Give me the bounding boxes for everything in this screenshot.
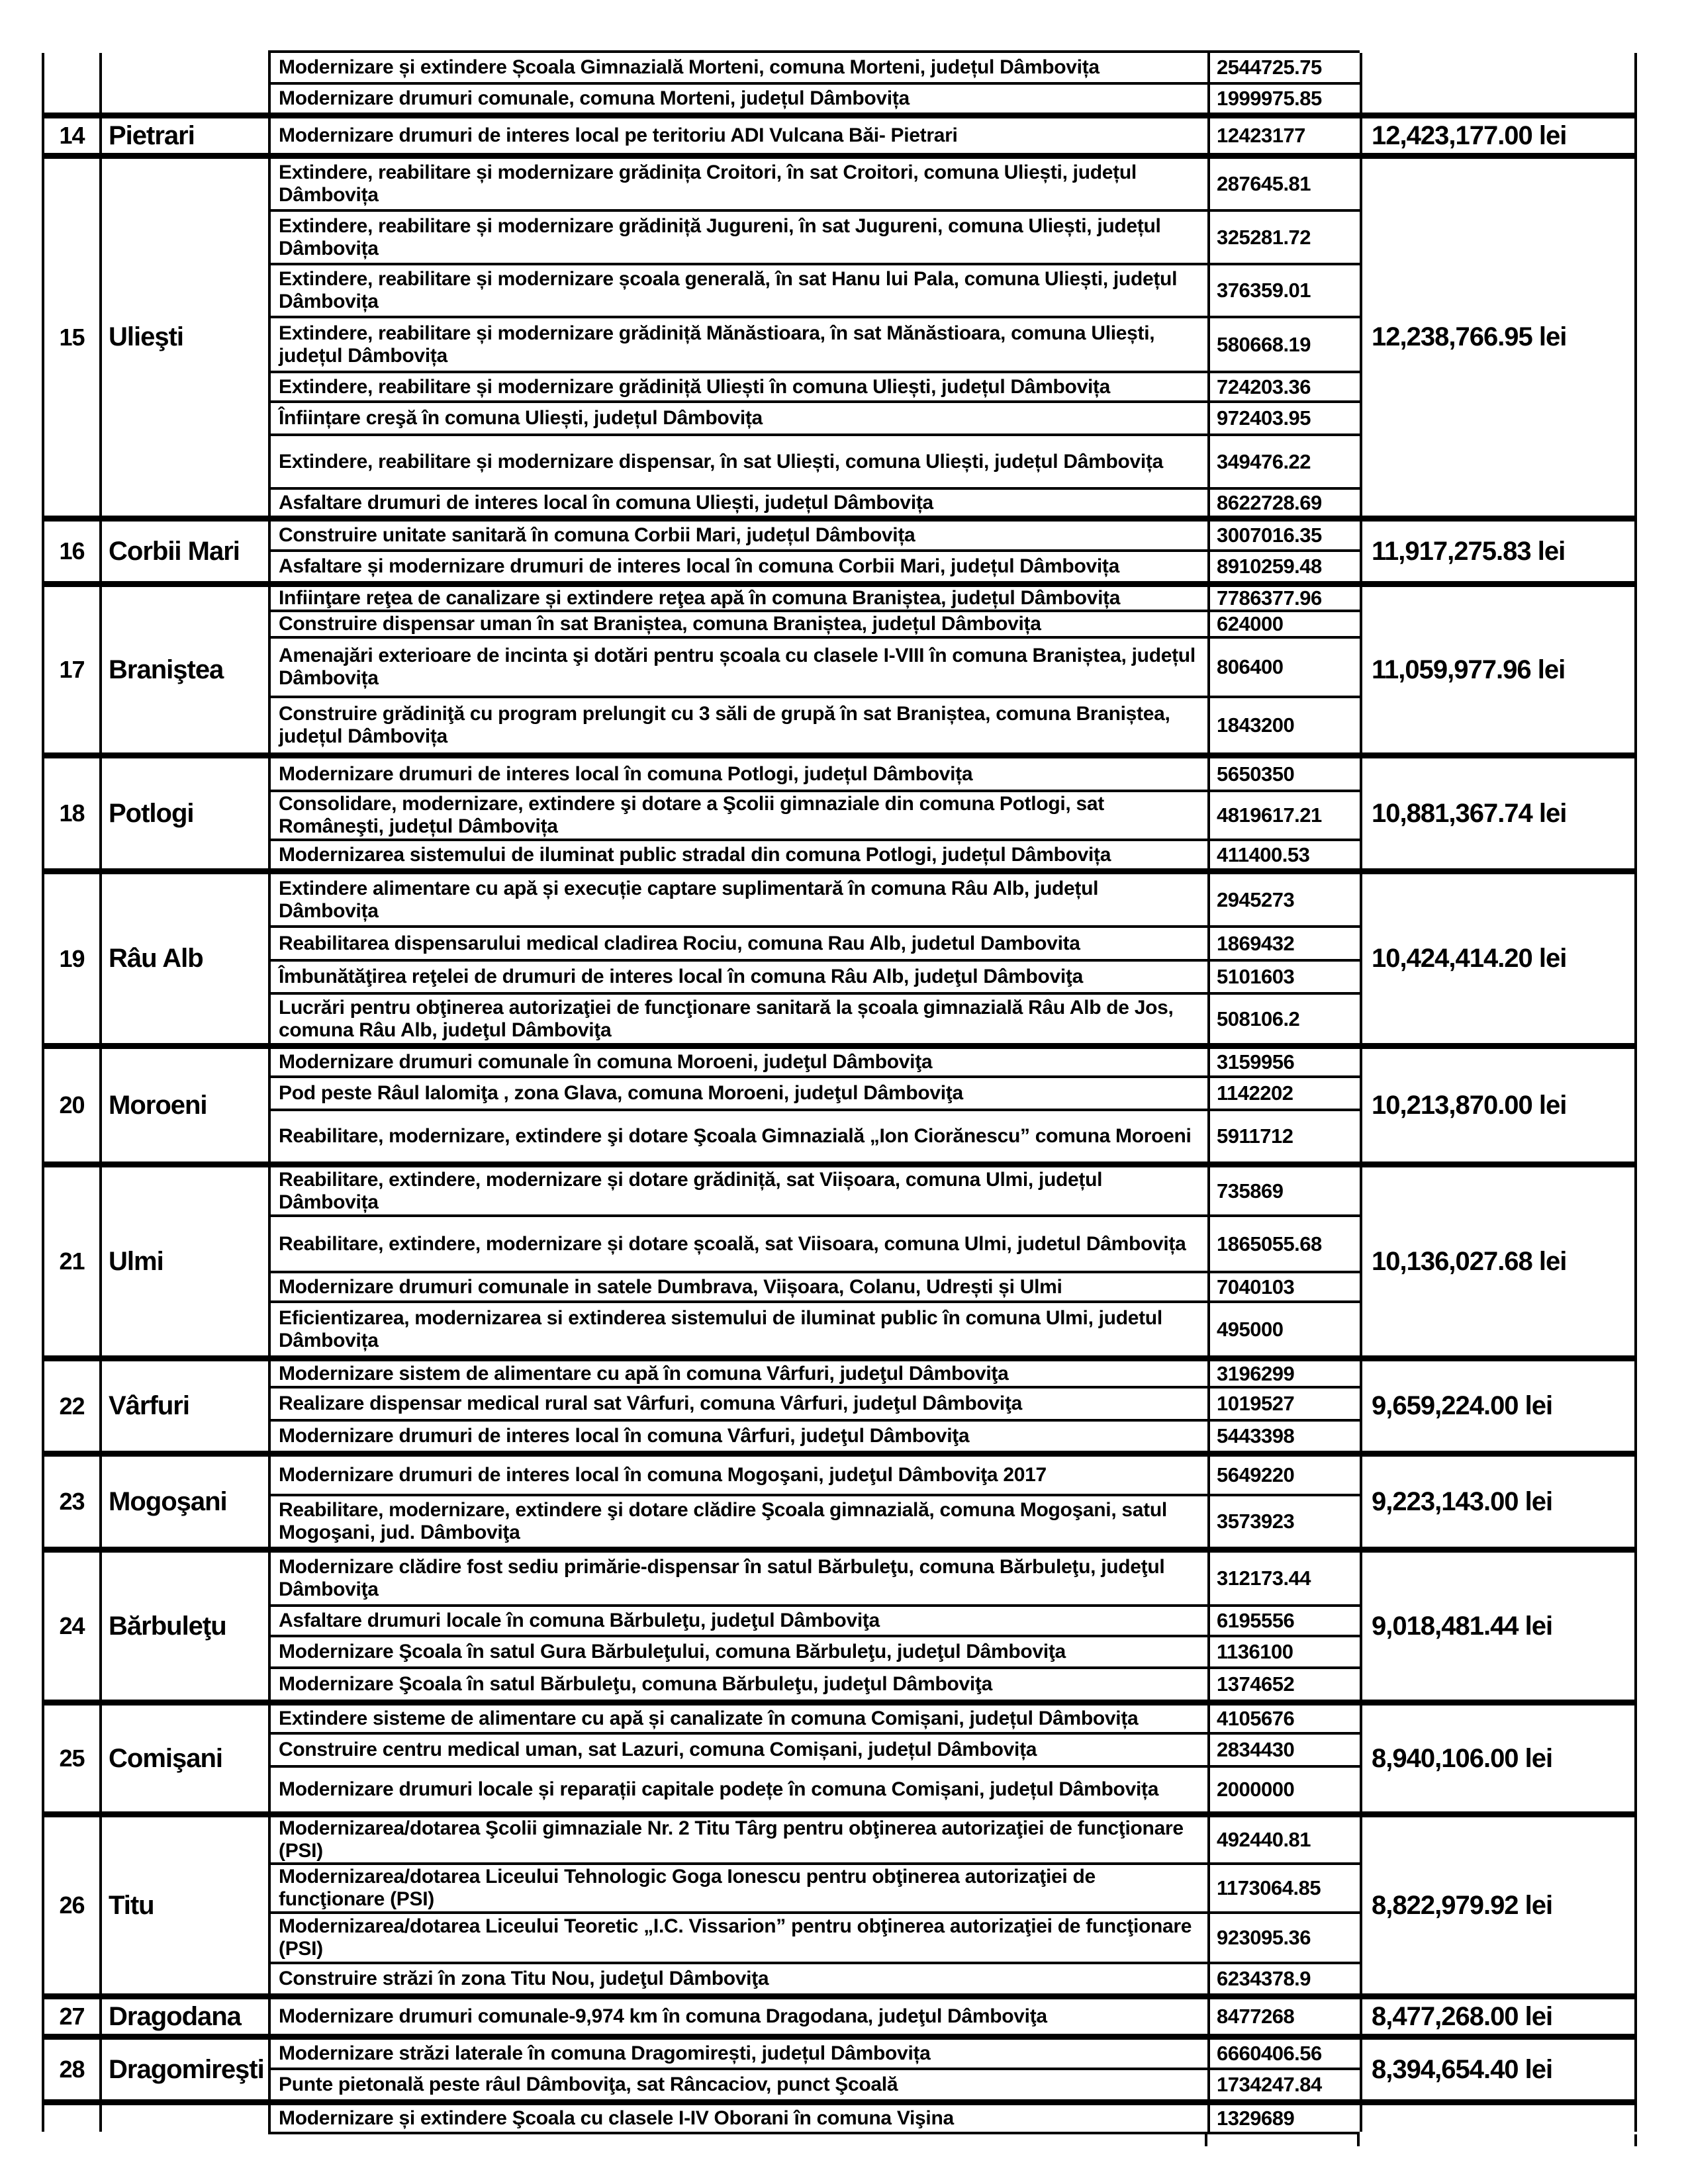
project-amount: 8622728.69 bbox=[1217, 490, 1322, 514]
project-amount: 1136100 bbox=[1217, 1640, 1293, 1663]
projects-list bbox=[271, 1999, 1362, 2034]
project-row bbox=[271, 487, 1360, 516]
project-row bbox=[271, 1419, 1360, 1451]
project-amount: 12423177 bbox=[1217, 124, 1305, 147]
project-name: Modernizarea/dotarea Şcolii gimnaziale Nr. 2 Titu Târg pentru obţinerea autorizaţiei de funcţionare (PSI) bbox=[271, 1817, 1210, 1862]
projects-list bbox=[271, 2040, 1362, 2099]
commune-name: Titu bbox=[102, 1817, 271, 1993]
commune-name: Braniştea bbox=[102, 587, 271, 752]
bottom-stub-total-divider bbox=[1357, 2134, 1360, 2146]
project-row bbox=[271, 790, 1360, 839]
project-amount: 376359.01 bbox=[1217, 279, 1311, 302]
projects-list bbox=[271, 758, 1362, 868]
project-name: Eficientizarea, modernizarea si extinderea sistemului de iluminat public în comuna Ulmi, judetul Dâmbovița bbox=[271, 1303, 1210, 1355]
project-amount: 1142202 bbox=[1217, 1081, 1293, 1105]
commune-name: Vârfuri bbox=[102, 1361, 271, 1451]
project-name: Înființare creşă în comuna Uliești, județul Dâmbovița bbox=[271, 403, 1210, 433]
project-name: Modernizare străzi laterale în comuna Dragomirești, județul Dâmbovița bbox=[271, 2040, 1210, 2068]
project-name: Modernizare drumuri de interes local în comuna Mogoşani, judeţul Dâmboviţa 2017 bbox=[271, 1457, 1210, 1494]
project-amount: 4819617.21 bbox=[1217, 803, 1322, 827]
project-name: Reabilitare, modernizare, extindere şi dotare Şcoala Gimnazială „Ion Ciorănescu” comuna Moroeni bbox=[271, 1111, 1210, 1161]
projects-list bbox=[271, 2105, 1362, 2132]
commune-name: Dragodana bbox=[102, 1999, 271, 2034]
project-amount: 2000000 bbox=[1217, 1778, 1295, 1801]
project-amount: 580668.19 bbox=[1217, 332, 1311, 356]
row-number-cell: 25 bbox=[44, 1706, 102, 1811]
commune-name: Corbii Mari bbox=[102, 522, 271, 581]
project-amount: 287645.81 bbox=[1217, 172, 1311, 195]
row-number-cell: 26 bbox=[44, 1817, 102, 1993]
projects-list bbox=[271, 874, 1362, 1043]
project-amount: 7040103 bbox=[1217, 1275, 1295, 1298]
project-row bbox=[271, 371, 1360, 400]
project-row bbox=[271, 263, 1360, 316]
group-total: 11,059,977.96 lei bbox=[1372, 655, 1566, 684]
project-amount: 5443398 bbox=[1217, 1424, 1295, 1447]
group-total bbox=[1362, 53, 1634, 113]
commune-group bbox=[44, 1811, 1634, 1993]
commune-name: Ulmi bbox=[102, 1167, 271, 1355]
projects-list bbox=[271, 1167, 1362, 1355]
project-row bbox=[271, 1666, 1360, 1700]
commune-group bbox=[44, 1451, 1634, 1547]
project-amount: 1999975.85 bbox=[1217, 87, 1322, 110]
project-row bbox=[271, 1386, 1360, 1419]
project-name: Construire străzi în zona Titu Nou, judeţul Dâmboviţa bbox=[271, 1964, 1210, 1993]
project-row bbox=[271, 1109, 1360, 1161]
project-row bbox=[271, 1817, 1360, 1862]
project-amount: 5650350 bbox=[1217, 762, 1295, 786]
project-amount: 972403.95 bbox=[1217, 406, 1311, 430]
project-name: Extindere, reabilitare și modernizare grădiniță Mănăstioara, în sat Mănăstioara, comuna Uliești, județul Dâmbovița bbox=[271, 318, 1210, 371]
group-total: 12,423,177.00 lei bbox=[1372, 120, 1567, 150]
commune-group bbox=[44, 2034, 1634, 2099]
bottom-stub-amount-divider bbox=[1205, 2134, 1207, 2146]
commune-name: Râu Alb bbox=[102, 874, 271, 1043]
row-number-cell: 18 bbox=[44, 758, 102, 868]
project-amount: 1734247.84 bbox=[1217, 2073, 1322, 2096]
group-total: 9,018,481.44 lei bbox=[1372, 1611, 1553, 1641]
project-name: Modernizare drumuri locale și reparații capitale podețe în comuna Comișani, județul Dâmbovița bbox=[271, 1768, 1210, 1811]
project-amount: 312173.44 bbox=[1217, 1567, 1311, 1590]
project-row bbox=[271, 874, 1360, 925]
projects-list bbox=[271, 1553, 1362, 1700]
project-name: Extindere sisteme de alimentare cu apă și canalizate în comuna Comișani, județul Dâmbovița bbox=[271, 1706, 1210, 1732]
row-number-cell: 14 bbox=[44, 118, 102, 153]
row-number-cell: 27 bbox=[44, 1999, 102, 2034]
project-amount: 6234378.9 bbox=[1217, 1967, 1311, 1990]
commune-name: Pietrari bbox=[102, 118, 271, 153]
project-amount: 2945273 bbox=[1217, 887, 1295, 911]
project-name: Reabilitare, extindere, modernizare și dotare școală, sat Viisoara, comuna Ulmi, judetul Dâmbovița bbox=[271, 1217, 1210, 1271]
group-total: 12,238,766.95 lei bbox=[1372, 322, 1567, 351]
project-amount: 806400 bbox=[1217, 655, 1284, 678]
project-name: Modernizarea/dotarea Liceului Tehnologic Goga Ionescu pentru obţinerea autorizaţiei de funcţionare (PSI) bbox=[271, 1865, 1210, 1911]
project-row bbox=[271, 1732, 1360, 1765]
project-name: Extindere, reabilitare și modernizare grădiniță Uliești în comuna Uliești, județul Dâmbovița bbox=[271, 373, 1210, 400]
project-name: Modernizare și extindere Școala Gimnazială Morteni, comuna Morteni, județul Dâmbovița bbox=[271, 53, 1210, 82]
project-row bbox=[271, 522, 1360, 549]
project-row bbox=[271, 1075, 1360, 1109]
project-row bbox=[271, 992, 1360, 1043]
project-amount: 7786377.96 bbox=[1217, 586, 1322, 610]
project-name: Reabilitare, extindere, modernizare și dotare grădiniță, sat Viișoara, comuna Ulmi, județul Dâmbovița bbox=[271, 1167, 1210, 1214]
project-name: Modernizare drumuri comunale în comuna Moroeni, judeţul Dâmboviţa bbox=[271, 1049, 1210, 1075]
project-amount: 4105676 bbox=[1217, 1707, 1295, 1730]
project-name: Modernizare Şcoala în satul Gura Bărbuleţului, comuna Bărbuleţu, judeţul Dâmboviţa bbox=[271, 1637, 1210, 1666]
project-amount: 5101603 bbox=[1217, 965, 1295, 988]
project-row bbox=[271, 1911, 1360, 1962]
group-total: 8,477,268.00 lei bbox=[1372, 2001, 1553, 2031]
project-amount: 1865055.68 bbox=[1217, 1232, 1322, 1255]
row-number-cell: 24 bbox=[44, 1553, 102, 1700]
project-row bbox=[271, 1553, 1360, 1604]
project-name: Infiinţare reţea de canalizare și extindere reţea apă în comuna Braniștea, județul Dâmbovița bbox=[271, 587, 1210, 610]
project-row bbox=[271, 209, 1360, 263]
project-name: Modernizare drumuri de interes local în comuna Vârfuri, judeţul Dâmboviţa bbox=[271, 1422, 1210, 1451]
table-top-edge-line bbox=[268, 50, 1360, 53]
project-row bbox=[271, 959, 1360, 992]
project-row bbox=[271, 118, 1360, 153]
project-row bbox=[271, 549, 1360, 581]
project-amount: 508106.2 bbox=[1217, 1007, 1300, 1030]
row-number-cell: 16 bbox=[44, 522, 102, 581]
project-amount: 3196299 bbox=[1217, 1361, 1295, 1385]
project-amount: 1173064.85 bbox=[1217, 1876, 1321, 1899]
commune-group bbox=[44, 113, 1634, 153]
project-name: Modernizare clădire fost sediu primărie-dispensar în satul Bărbuleţu, comuna Bărbuleţu, judeţul Dâmboviţa bbox=[271, 1553, 1210, 1604]
commune-group bbox=[44, 752, 1634, 868]
project-row bbox=[271, 636, 1360, 696]
row-number-cell: 21 bbox=[44, 1167, 102, 1355]
project-amount: 495000 bbox=[1217, 1317, 1284, 1341]
project-amount: 2834430 bbox=[1217, 1738, 1295, 1761]
project-row bbox=[271, 82, 1360, 113]
project-name: Modernizare drumuri comunale, comuna Morteni, județul Dâmbovița bbox=[271, 85, 1210, 113]
project-row bbox=[271, 1361, 1360, 1386]
project-name: Amenajări exterioare de incinta şi dotări pentru școala cu clasele I-VIII în comuna Braniștea, județul Dâmbovița bbox=[271, 639, 1210, 696]
project-name: Extindere, reabilitare și modernizare grădinița Croitori, în sat Croitori, comuna Uliești, județul Dâmbovița bbox=[271, 159, 1210, 209]
commune-name: Mogoşani bbox=[102, 1457, 271, 1547]
project-name: Asfaltare și modernizare drumuri de interes local în comuna Corbii Mari, județul Dâmbovița bbox=[271, 552, 1210, 581]
commune-group bbox=[44, 1700, 1634, 1811]
projects-list bbox=[271, 53, 1362, 113]
projects-list bbox=[271, 1817, 1362, 1993]
project-name: Pod peste Râul Ialomiţa , zona Glava, comuna Moroeni, judeţul Dâmboviţa bbox=[271, 1078, 1210, 1109]
project-row bbox=[271, 1300, 1360, 1355]
project-row bbox=[271, 400, 1360, 433]
commune-group bbox=[44, 1161, 1634, 1355]
project-row bbox=[271, 2068, 1360, 2099]
project-name: Lucrări pentru obţinerea autorizaţiei de funcţionare sanitară la școala gimnazială Râu Alb de Jos, comuna Râu Alb, judeţul Dâmboviţa bbox=[271, 995, 1210, 1043]
projects-list bbox=[271, 1706, 1362, 1811]
commune-group bbox=[44, 1993, 1634, 2034]
row-number-cell: 17 bbox=[44, 587, 102, 752]
project-row bbox=[271, 758, 1360, 790]
project-row bbox=[271, 1167, 1360, 1214]
commune-name: Comişani bbox=[102, 1706, 271, 1811]
project-name: Modernizare sistem de alimentare cu apă în comuna Vârfuri, judeţul Dâmboviţa bbox=[271, 1361, 1210, 1386]
project-name: Construire centru medical uman, sat Lazuri, comuna Comișani, județul Dâmbovița bbox=[271, 1735, 1210, 1765]
project-name: Extindere, reabilitare și modernizare școala generală, în sat Hanu lui Pala, comuna Uliești, județul Dâmbovița bbox=[271, 265, 1210, 316]
group-total: 10,213,870.00 lei bbox=[1372, 1090, 1567, 1120]
commune-name: Potlogi bbox=[102, 758, 271, 868]
commune-group bbox=[44, 516, 1634, 581]
project-name: Modernizare drumuri comunale in satele Dumbrava, Viișoara, Colanu, Udrești și Ulmi bbox=[271, 1273, 1210, 1300]
project-amount: 5911712 bbox=[1217, 1124, 1293, 1148]
project-amount: 923095.36 bbox=[1217, 1926, 1311, 1949]
project-name: Modernizarea sistemului de iluminat public stradal din comuna Potlogi, județul Dâmbovița bbox=[271, 841, 1210, 868]
project-name: Extindere, reabilitare și modernizare dispensar, în sat Uliești, comuna Uliești, județul Dâmbovița bbox=[271, 436, 1210, 487]
projects-list bbox=[271, 159, 1362, 516]
row-number-cell: 20 bbox=[44, 1049, 102, 1161]
row-number-cell: 19 bbox=[44, 874, 102, 1043]
project-name: Modernizare drumuri comunale-9,974 km în comuna Dragodana, judeţul Dâmboviţa bbox=[271, 1999, 1210, 2034]
row-number-cell: 23 bbox=[44, 1457, 102, 1547]
project-name: Construire grădiniţă cu program prelungit cu 3 săli de grupă în sat Braniștea, comuna Braniștea, județul Dâmbovița bbox=[271, 698, 1210, 752]
project-row bbox=[271, 587, 1360, 610]
bottom-stub-right-edge bbox=[1634, 2134, 1637, 2146]
project-row bbox=[271, 1604, 1360, 1635]
table-bottom-edge-line bbox=[268, 2132, 1360, 2134]
project-name: Reabilitare, modernizare, extindere şi dotare clădire Şcoala gimnazială, comuna Mogoşani, satul Mogoşani, jud. Dâmboviţa bbox=[271, 1496, 1210, 1547]
group-total: 8,940,106.00 lei bbox=[1372, 1743, 1553, 1773]
project-row bbox=[271, 433, 1360, 487]
project-row bbox=[271, 1271, 1360, 1300]
project-name: Extindere alimentare cu apă și execuție captare suplimentară în comuna Râu Alb, județul Dâmbovița bbox=[271, 874, 1210, 925]
project-amount: 3159956 bbox=[1217, 1050, 1295, 1073]
project-row bbox=[271, 610, 1360, 636]
project-amount: 411400.53 bbox=[1217, 842, 1310, 866]
project-row bbox=[271, 1706, 1360, 1732]
projects-list bbox=[271, 1457, 1362, 1547]
project-row bbox=[271, 1962, 1360, 1993]
row-number-cell: 22 bbox=[44, 1361, 102, 1451]
project-amount: 1019527 bbox=[1217, 1392, 1295, 1415]
projects-list bbox=[271, 1361, 1362, 1451]
projects-list bbox=[271, 118, 1362, 153]
commune-name: Moroeni bbox=[102, 1049, 271, 1161]
project-name: Construire unitate sanitară în comuna Corbii Mari, județul Dâmbovița bbox=[271, 522, 1210, 549]
project-amount: 6660406.56 bbox=[1217, 2042, 1322, 2065]
project-row bbox=[271, 1765, 1360, 1811]
project-name: Reabilitarea dispensarului medical cladirea Rociu, comuna Rau Alb, judetul Dambovita bbox=[271, 928, 1210, 959]
project-name: Modernizare drumuri de interes local pe teritoriu ADI Vulcana Băi- Pietrari bbox=[271, 118, 1210, 153]
project-amount: 724203.36 bbox=[1217, 375, 1311, 398]
project-row bbox=[271, 1494, 1360, 1547]
project-amount: 8910259.48 bbox=[1217, 555, 1322, 578]
group-total: 10,881,367.74 lei bbox=[1372, 798, 1567, 828]
projects-list bbox=[271, 522, 1362, 581]
project-name: Îmbunătăţirea reţelei de drumuri de interes local în comuna Râu Alb, judeţul Dâmboviţa bbox=[271, 962, 1210, 992]
project-name: Consolidare, modernizare, extindere şi dotare a Şcolii gimnaziale din comuna Potlogi, sat Româneşti, județul Dâmbovița bbox=[271, 792, 1210, 839]
commune-name: Ulieşti bbox=[102, 159, 271, 516]
project-amount: 624000 bbox=[1217, 612, 1284, 635]
project-amount: 1869432 bbox=[1217, 931, 1295, 955]
project-amount: 492440.81 bbox=[1217, 1828, 1311, 1851]
commune-name bbox=[102, 53, 271, 113]
commune-group bbox=[44, 868, 1634, 1043]
commune-group bbox=[44, 581, 1634, 752]
group-total: 10,424,414.20 lei bbox=[1372, 944, 1567, 973]
commune-group bbox=[44, 1043, 1634, 1161]
project-name: Asfaltare drumuri de interes local în comuna Uliești, județul Dâmbovița bbox=[271, 490, 1210, 516]
commune-group bbox=[44, 2099, 1634, 2132]
project-row bbox=[271, 2105, 1360, 2132]
project-row bbox=[271, 839, 1360, 868]
project-amount: 3007016.35 bbox=[1217, 523, 1322, 547]
project-name: Modernizarea/dotarea Liceului Teoretic „I.C. Vissarion” pentru obţinerea autorizaţiei de funcţionare (PSI) bbox=[271, 1914, 1210, 1962]
row-number-cell: 28 bbox=[44, 2040, 102, 2099]
project-amount: 349476.22 bbox=[1217, 449, 1311, 473]
funding-table bbox=[42, 53, 1637, 2132]
project-name: Realizare dispensar medical rural sat Vârfuri, comuna Vârfuri, judeţul Dâmboviţa bbox=[271, 1388, 1210, 1419]
project-amount: 735869 bbox=[1217, 1179, 1284, 1203]
project-name: Construire dispensar uman în sat Braniștea, comuna Braniștea, județul Dâmbovița bbox=[271, 612, 1210, 636]
project-amount: 8477268 bbox=[1217, 2005, 1295, 2028]
project-row bbox=[271, 1999, 1360, 2034]
project-row bbox=[271, 1862, 1360, 1911]
group-total: 9,659,224.00 lei bbox=[1372, 1391, 1553, 1420]
project-amount: 1843200 bbox=[1217, 713, 1295, 737]
row-number-cell bbox=[44, 53, 102, 113]
project-row bbox=[271, 1214, 1360, 1271]
project-name: Punte pietonală peste râul Dâmboviţa, sat Râncaciov, punct Şcoală bbox=[271, 2070, 1210, 2099]
row-number-cell: 15 bbox=[44, 159, 102, 516]
group-total: 9,223,143.00 lei bbox=[1372, 1486, 1553, 1516]
commune-group bbox=[44, 53, 1634, 113]
group-total: 10,136,027.68 lei bbox=[1372, 1246, 1567, 1276]
project-row bbox=[271, 1049, 1360, 1075]
project-amount: 325281.72 bbox=[1217, 225, 1311, 249]
commune-name: Dragomireşti bbox=[102, 2040, 271, 2099]
projects-list bbox=[271, 1049, 1362, 1161]
project-amount: 1374652 bbox=[1217, 1672, 1295, 1696]
project-amount: 6195556 bbox=[1217, 1609, 1295, 1632]
project-name: Modernizare și extindere Şcoala cu clasele I-IV Oborani în comuna Vişina bbox=[271, 2105, 1210, 2132]
project-row bbox=[271, 2040, 1360, 2068]
commune-group bbox=[44, 1355, 1634, 1451]
project-amount: 3573923 bbox=[1217, 1510, 1295, 1533]
project-row bbox=[271, 1457, 1360, 1494]
row-number-cell bbox=[44, 2105, 102, 2132]
commune-group bbox=[44, 153, 1634, 516]
project-amount: 1329689 bbox=[1217, 2107, 1295, 2130]
projects-list bbox=[271, 587, 1362, 752]
group-total: 8,822,979.92 lei bbox=[1372, 1890, 1553, 1920]
commune-name: Bărbuleţu bbox=[102, 1553, 271, 1700]
project-name: Extindere, reabilitare și modernizare grădiniță Jugureni, în sat Jugureni, comuna Uliești, județul Dâmbovița bbox=[271, 212, 1210, 263]
project-row bbox=[271, 925, 1360, 959]
group-total: 8,394,654.40 lei bbox=[1372, 2054, 1553, 2084]
project-name: Modernizare Şcoala în satul Bărbuleţu, comuna Bărbuleţu, judeţul Dâmboviţa bbox=[271, 1669, 1210, 1700]
project-amount: 5649220 bbox=[1217, 1463, 1295, 1486]
project-row bbox=[271, 696, 1360, 752]
project-row bbox=[271, 316, 1360, 371]
project-row bbox=[271, 1635, 1360, 1666]
project-name: Modernizare drumuri de interes local în comuna Potlogi, județul Dâmbovița bbox=[271, 758, 1210, 790]
commune-group bbox=[44, 1547, 1634, 1700]
project-name: Asfaltare drumuri locale în comuna Bărbuleţu, judeţul Dâmboviţa bbox=[271, 1607, 1210, 1635]
project-amount: 2544725.75 bbox=[1217, 56, 1322, 79]
project-row bbox=[271, 53, 1360, 82]
commune-name bbox=[102, 2105, 271, 2132]
group-total: 11,917,275.83 lei bbox=[1372, 536, 1566, 566]
group-total bbox=[1362, 2105, 1634, 2132]
project-row bbox=[271, 159, 1360, 209]
